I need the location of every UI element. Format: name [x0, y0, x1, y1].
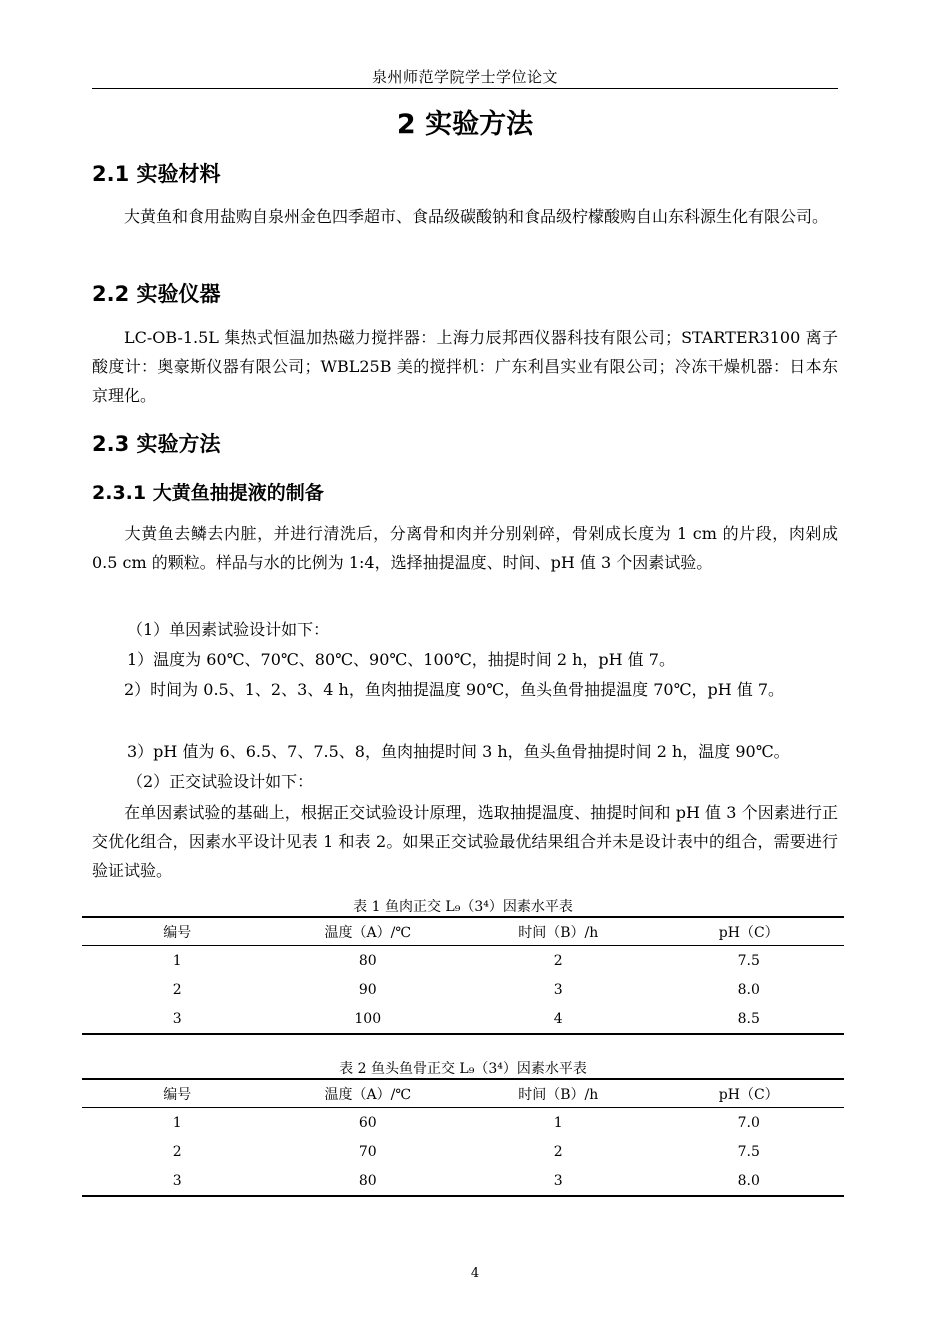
table-cell: 3 — [553, 981, 563, 998]
column-header: 编号 — [82, 1079, 273, 1108]
single-factor-item-1: 1）温度为 60℃、70℃、80℃、90℃、100℃，抽提时间 2 h，pH 值 7。 — [127, 650, 675, 669]
page-number: 4 — [470, 1266, 480, 1281]
table-cell: 2 — [553, 952, 563, 969]
table-row — [82, 1108, 844, 1138]
single-factor-item-2 — [92, 675, 838, 704]
table-cell: 100 — [273, 1004, 464, 1034]
preparation-paragraph — [92, 519, 838, 577]
table-1 — [82, 916, 844, 1035]
table-cell: 80 — [273, 1166, 464, 1196]
table-2 — [82, 1078, 844, 1197]
column-header: 时间（B）/h — [463, 1079, 654, 1108]
materials-paragraph — [92, 202, 838, 231]
section-heading-2-1: 2.1 实验材料 — [92, 162, 221, 186]
table-row — [82, 946, 844, 976]
table-cell: 7.0 — [737, 1114, 760, 1131]
column-header: pH（C） — [654, 1079, 845, 1108]
orthogonal-heading: （2）正交试验设计如下： — [127, 772, 314, 791]
preparation-text: 大黄鱼去鳞去内脏，并进行清洗后，分离骨和肉并分别剁碎，骨剁成长度为 1 cm 的片段，肉剁成 0.5 cm 的颗粒。样品与水的比例为 1:4，选择抽提温度、时间、pH 值 3 个因素试验。 — [92, 524, 838, 572]
column-header: 温度（A）/℃ — [273, 917, 464, 946]
table-cell: 3 — [463, 1166, 654, 1196]
table-cell: 8.5 — [654, 1004, 845, 1034]
table-row — [82, 975, 844, 1004]
running-header: 泉州师范学院学士学位论文 — [371, 68, 558, 86]
orthogonal-text: 在单因素试验的基础上，根据正交试验设计原理，选取抽提温度、抽提时间和 pH 值 3 个因素进行正交优化组合，因素水平设计见表 1 和表 2。如果正交试验最优结果组合并未是设计表中的组合，需要进行验证试验。 — [92, 803, 838, 880]
table-cell: 7.5 — [737, 952, 760, 969]
table-1-caption: 表 1 鱼肉正交 L₉（3⁴）因素水平表 — [353, 899, 573, 915]
table-cell: 7.5 — [737, 1143, 760, 1160]
table-cell: 60 — [358, 1114, 377, 1131]
materials-text: 大黄鱼和食用盐购自泉州金色四季超市、食品级碳酸钠和食品级柠檬酸购自山东科源生化有限公司。 — [124, 207, 829, 226]
instruments-text: LC-OB-1.5L 集热式恒温加热磁力搅拌器：上海力辰邦西仪器科技有限公司；STARTER3100 离子酸度计：奥豪斯仪器有限公司；WBL25B 美的搅拌机：广东利昌实业有限公司；冷冻干燥机器：日本东京理化。 — [92, 328, 838, 405]
table-row — [82, 1137, 844, 1166]
instruments-paragraph — [92, 323, 838, 410]
table-cell: 3 — [82, 1166, 273, 1196]
single-factor-item-2-text: 2）时间为 0.5、1、2、3、4 h，鱼肉抽提温度 90℃，鱼头鱼骨抽提温度 70℃，pH 值 7。 — [124, 680, 785, 699]
table-header-row — [82, 917, 844, 946]
table-row — [82, 1166, 844, 1196]
section-heading-2-3-1: 2.3.1 大黄鱼抽提液的制备 — [92, 482, 324, 504]
table-cell: 4 — [463, 1004, 654, 1034]
table-cell: 90 — [358, 981, 377, 998]
table-cell: 1 — [172, 1114, 182, 1131]
column-header: 温度（A）/℃ — [273, 1079, 464, 1108]
header-rule — [92, 88, 838, 89]
table-header-row — [82, 1079, 844, 1108]
table-cell: 2 — [553, 1143, 563, 1160]
section-heading-2-3: 2.3 实验方法 — [92, 432, 221, 456]
table-2-caption: 表 2 鱼头鱼骨正交 L₉（3⁴）因素水平表 — [339, 1061, 587, 1077]
table-cell: 70 — [358, 1143, 377, 1160]
chapter-title: 2 实验方法 — [396, 109, 534, 140]
table-cell: 2 — [172, 981, 182, 998]
table-cell: 1 — [172, 952, 182, 969]
column-header: 时间（B）/h — [463, 917, 654, 946]
table-row — [82, 1004, 844, 1034]
table-cell: 2 — [172, 1143, 182, 1160]
single-factor-item-3: 3）pH 值为 6、6.5、7、7.5、8，鱼肉抽提时间 3 h，鱼头鱼骨抽提时间 2 h，温度 90℃。 — [127, 742, 790, 761]
table-cell: 80 — [358, 952, 377, 969]
column-header: 编号 — [82, 917, 273, 946]
single-factor-heading: （1）单因素试验设计如下： — [127, 620, 330, 639]
table-cell: 3 — [82, 1004, 273, 1034]
section-heading-2-2: 2.2 实验仪器 — [92, 282, 221, 306]
table-cell: 8.0 — [737, 981, 760, 998]
table-cell: 8.0 — [654, 1166, 845, 1196]
column-header: pH（C） — [654, 917, 845, 946]
table-cell: 1 — [553, 1114, 563, 1131]
orthogonal-paragraph — [92, 798, 838, 885]
